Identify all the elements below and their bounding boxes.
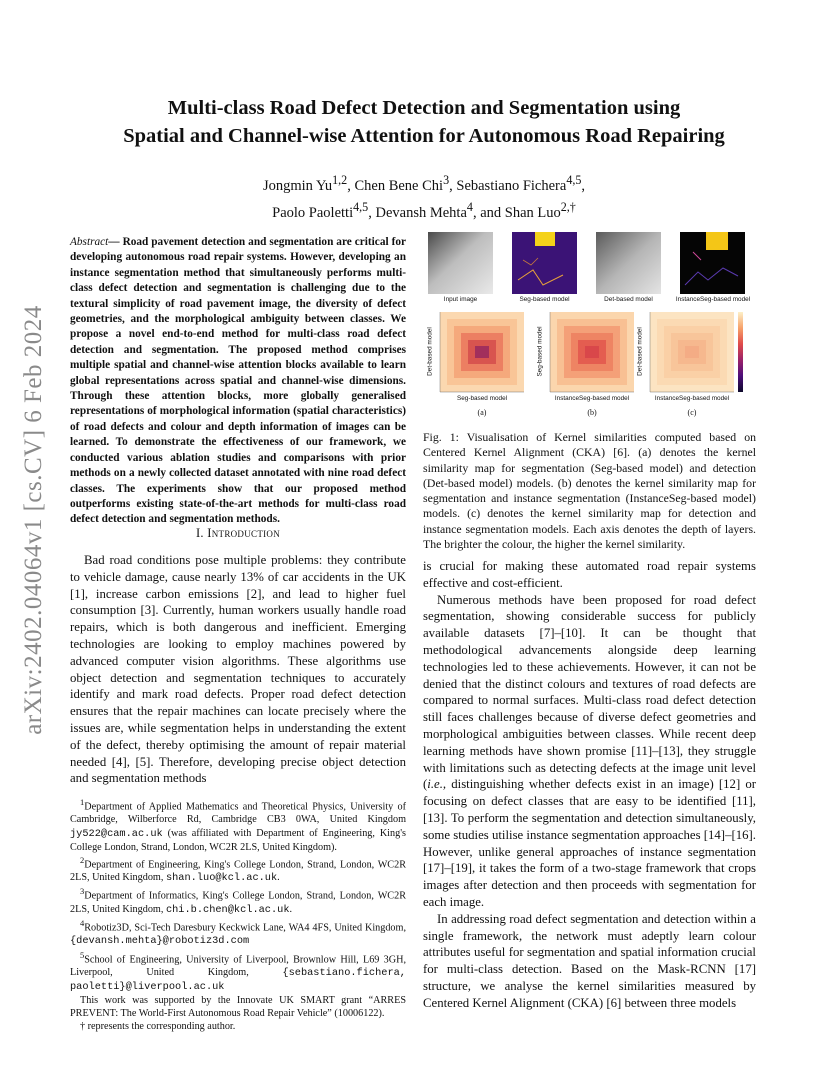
heatmap-b-ylabel: Seg-based model [536, 326, 544, 377]
footnote-num: 5 [80, 949, 85, 960]
footnote-text: School of Engineering, University of Liverpool, Brownlow Hill, L69 3GH, Liverpool, United Kingdom, [70, 953, 406, 978]
footnote-4 [70, 917, 406, 949]
label-det-model: Det-based model [604, 296, 653, 303]
footnote-text: . [277, 872, 280, 884]
arxiv-id: arXiv:2402.04064v1 [cs.CV] 6 Feb 2024 [20, 305, 47, 735]
input-image [428, 232, 493, 294]
footnotes [70, 796, 406, 1033]
arxiv-stamp [14, 280, 54, 760]
footnote-2 [70, 854, 406, 886]
caption-text: Fig. 1: Visualisation of Kernel similarities computed based on Centered Kernel Alignment (CKA) [6]. (a) denotes the kernel similarity map for segmentation (Seg-based model) and detection (Det-based model) models. (b) denotes the kernel similarity map for segmentation and instance segmentation (InstanceSeg-based model) models. (c) denotes the kernel similarity map for detection and instance segmentation models. Each axis denotes the depth of layers. The brighter the colour, the higher the kernel similarity. [423, 430, 756, 552]
footnote-email: {devansh.mehta}@robotiz3d.com [70, 935, 250, 948]
heatmap-a-xlabel: Seg-based model [456, 395, 508, 402]
heatmap-c-xlabel: InstanceSeg-based model [654, 395, 730, 402]
abstract-label: Abstract [70, 236, 109, 248]
heatmap-c-ylabel: Det-based model [636, 327, 644, 376]
label-instseg-model: InstanceSeg-based model [675, 296, 751, 303]
right-column-text [423, 558, 756, 1012]
heatmap-b [550, 312, 634, 392]
heatmap-a [440, 312, 524, 392]
author-affil: 2,† [560, 199, 576, 214]
footnote-3 [70, 885, 406, 917]
footnote-num: 2 [80, 854, 85, 865]
label-seg-model: Seg-based model [519, 296, 570, 303]
author-affil: 3 [443, 173, 450, 187]
author-sep: , [581, 177, 586, 194]
section-heading-text: I. Introduction [195, 526, 281, 540]
author-list [60, 170, 788, 224]
footnote-text: Department of Applied Mathematics and Theoretical Physics, University of Cambridge, Wilberforce Rd, Cambridge CB3 0WA, United Kingdom [70, 801, 406, 826]
author-affil: 4 [466, 199, 473, 214]
footnote-email: jy522@cam.ac.uk [70, 827, 163, 840]
author-name: , and Shan Luo [472, 204, 561, 221]
footnote-num: 3 [80, 886, 85, 897]
footnote-email: shan.luo@kcl.ac.uk [165, 872, 278, 885]
paragraph-text: distinguishing whether defects exist in an image) [12] or focusing on defect classes that are easy to be identified [11], [13]. To perform the segmentation and detection simultaneously, some studies utilise instance segmentation approaches [14]–[16]. However, unlike general approaches of instance segmentation [17]–[19], it takes the form of a two-stage framework that crops images after detection and then proceeds with segmentation for each image. [423, 777, 756, 909]
heatmap-a-ylabel: Det-based model [426, 327, 434, 376]
figure-1 [423, 230, 756, 422]
footnote-text: (was affiliated with Department of Engineering, King's College London, Strand, London, WC2R 2LS, United Kingdom). [70, 827, 406, 853]
paragraph-italic: i.e., [427, 777, 447, 792]
footnote-email: chi.b.chen@kcl.ac.uk [165, 903, 290, 916]
heatmap-a-sublabel: (a) [477, 408, 487, 417]
section-heading [70, 526, 406, 541]
footnote-num: 1 [80, 797, 85, 807]
author-affil: 4,5 [566, 173, 582, 187]
related-work-paragraph [423, 592, 756, 911]
author-name: Jongmin Yu [262, 177, 333, 194]
author-name: , Sebastiano Fichera [449, 177, 567, 194]
continued-paragraph: is crucial for making these automated road repair systems effective and cost-efficient. [423, 559, 756, 590]
method-paragraph: In addressing road defect segmentation and detection within a single framework, the network must adeptly learn colour attributes useful for segmentation and spatial information crucial for multi-class detection. Based on the Mask-RCNN [17] structure, we analyse the kernel similarities measured by Centered Kernel Alignment (CKA) [6] between three models [423, 911, 756, 1010]
label-input-image: Input image [443, 296, 478, 303]
heatmap-c [650, 312, 734, 392]
footnote-text: Department of Engineering, King's College London, Strand, London, WC2R 2LS, United Kingdom, [70, 859, 406, 884]
footnote-num: 4 [80, 917, 85, 928]
author-name: , Chen Bene Chi [347, 177, 444, 194]
abstract [70, 235, 406, 528]
title-line-1: Multi-class Road Defect Detection and Segmentation using [167, 97, 681, 119]
intro-paragraph: Bad road conditions pose multiple problems: they contribute to vehicle damage, cause nearly 13% of car accidents in the UK [1], increase carbon emissions [2], and lead to higher fuel consumption [3]. Currently, human workers usually handle road repairs, which is both dangerous and inefficient. Emerging technologies are looking to employ machines powered by advanced computer vision algorithms. These algorithms use object detection and segmentation techniques to accurately identify and mark road defects. Proper road defect detection ensures that the repair machines can locate precisely where the issues are, while segmentation helps in understanding the extent of the defect, thereby optimising the amount of repair material needed [4], [5]. Therefore, developing precise object detection and segmentation methods [70, 553, 406, 786]
heatmap-b-xlabel: InstanceSeg-based model [554, 395, 630, 402]
authors-line-1 [60, 170, 788, 197]
paragraph-text: Numerous methods have been proposed for road defect segmentation, showing considerable success for publicly available datasets [7]–[10]. It can be thought that methodological advancements alongside deep learning technologies led to these achievements. However, it can not be denied that the distinct colours and textures of road defects are compared to normal surfaces. Multi-class road defect detection still faces challenges because of diverse defect geometries and morphological ambiguities between classes. While recent deep learning methods have shown promise [11]–[13], they struggle with limitations such as detecting defects at the image unit level ( [423, 592, 756, 792]
footnote-5 [70, 949, 406, 995]
seg-blob [535, 232, 555, 246]
colorbar [738, 312, 743, 392]
instseg-blob [706, 232, 728, 250]
det-output-image [596, 232, 661, 294]
figure-caption [423, 430, 756, 552]
footnote-text: Robotiz3D, Sci-Tech Daresbury Keckwick Lane, WA4 4FS, United Kingdom, [84, 922, 406, 934]
author-name: Paolo Paoletti [272, 204, 354, 221]
author-name: , Devansh Mehta [368, 204, 467, 221]
corresponding-note: † represents the corresponding author. [80, 1021, 236, 1033]
paper-title [60, 94, 788, 150]
footnote-1 [70, 796, 406, 854]
footnote-text: . [289, 903, 293, 915]
footnote-email: {sebastiano.fichera, paoletti}@liverpool.ac.uk [70, 966, 406, 994]
footnote-text: Department of Informatics, King's College London, Strand, London, WC2R 2LS, United Kingdom, [70, 890, 406, 915]
author-affil: 1,2 [332, 173, 348, 187]
title-line-2: Spatial and Channel-wise Attention for Autonomous Road Repairing [123, 125, 725, 147]
intro-text [70, 552, 406, 787]
heatmap-c-sublabel: (c) [687, 408, 697, 417]
abstract-dash: — [108, 236, 123, 248]
authors-line-2 [60, 197, 788, 224]
heatmap-b-sublabel: (b) [587, 408, 597, 417]
funding-note: This work was supported by the Innovate UK SMART grant “ARRES PREVENT: The World-First Autonomous Road Repair Vehicle” (10006122). [70, 995, 406, 1020]
abstract-text: Road pavement detection and segmentation are critical for developing autonomous road repair systems. However, developing an instance segmentation method that simultaneously performs multi-class defect detection and segmentation is challenging due to the textural simplicity of road pavement image, the diversity of defect geometries, and the morphological ambiguity between classes. We propose a novel end-to-end method for multi-class road defect detection and segmentation. The proposed method comprises multiple spatial and channel-wise attention blocks available to learn global representations across spatial and channel-wise dimensions. Through these attention blocks, more globally generalised representations of morphological information (spatial characteristics) of road defects and colour and depth information of images can be learned. To demonstrate the effectiveness of our framework, we conducted various ablation studies and comparisons with prior methods on a newly collected dataset annotated with nine road defect classes. The experiments show that our proposed method outperforms existing state-of-the-art methods for multi-class road defect detection and segmentation methods. [70, 236, 406, 526]
figure-graphic [423, 230, 756, 422]
author-affil: 4,5 [353, 199, 369, 214]
